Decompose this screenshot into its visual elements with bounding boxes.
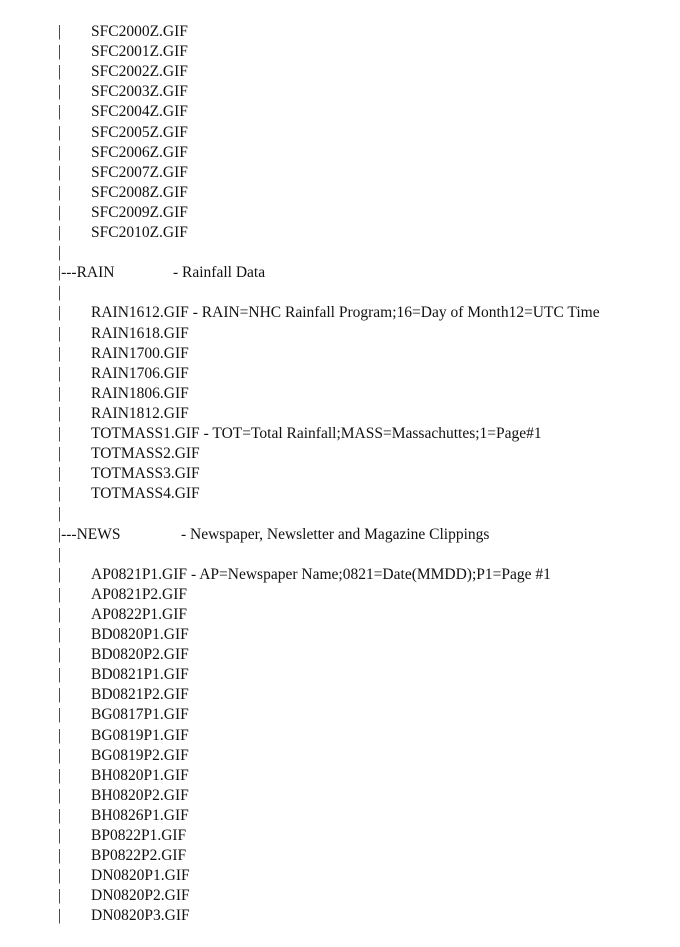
tree-bar: | [58, 827, 62, 844]
tree-bar: | [58, 545, 62, 563]
tree-bar: | [58, 726, 62, 744]
tree-bar: | [58, 505, 62, 523]
tree-bar: | [58, 284, 62, 302]
news-file-entry [58, 746, 189, 766]
tree-bar: | [58, 585, 62, 603]
file-name: BG0819P1.GIF [91, 726, 189, 744]
tree-bar: | [58, 605, 62, 623]
branch-label: |---NEWS [58, 525, 121, 543]
file-note: - AP=Newspaper Name;0821=Date(MMDD);P1=Page #1 [191, 565, 551, 583]
tree-bar: | [58, 887, 62, 905]
tree-bar: | [58, 63, 62, 81]
tree-bar: | [58, 203, 62, 221]
file-name: SFC2006Z.GIF [91, 143, 188, 161]
sfc-file-entry [58, 22, 188, 42]
tree-bar: | [58, 183, 62, 201]
news-file-entry [58, 826, 186, 846]
file-name: DN0820P3.GIF [91, 907, 190, 925]
rain-file-entry [58, 424, 542, 444]
file-name: SFC2000Z.GIF [91, 23, 188, 40]
sfc-file-entry [58, 102, 188, 122]
news-file-entry [58, 645, 189, 665]
file-name: RAIN1812.GIF [91, 404, 189, 422]
file-name: BH0820P2.GIF [91, 786, 189, 804]
news-file-entry [58, 726, 189, 746]
news-file-entry [58, 906, 190, 926]
file-name: BH0820P1.GIF [91, 766, 189, 784]
tree-bar: | [58, 103, 62, 121]
rain-file-entry [58, 324, 189, 344]
tree-bar: | [58, 364, 62, 382]
tree-bar: | [58, 907, 62, 925]
rain-file-entry [58, 444, 200, 464]
tree-bar: | [58, 404, 62, 422]
file-name: SFC2001Z.GIF [91, 43, 188, 61]
branch-description: - Rainfall Data [173, 264, 266, 282]
file-name: SFC2004Z.GIF [91, 103, 188, 121]
file-name: BH0826P1.GIF [91, 806, 189, 824]
news-file-entry [58, 565, 551, 585]
sfc-file-entry [58, 42, 188, 62]
news-file-entry [58, 665, 189, 685]
file-name: BP0822P2.GIF [91, 847, 187, 865]
tree-bar: | [58, 786, 62, 804]
rain-file-entry [58, 484, 200, 504]
news-file-entry [58, 866, 190, 886]
file-name: DN0820P1.GIF [91, 867, 190, 885]
news-file-entry [58, 886, 190, 906]
news-file-entry [58, 846, 186, 866]
file-name: RAIN1806.GIF [91, 384, 189, 402]
file-name: BD0821P1.GIF [91, 666, 189, 684]
rain-branch-header [58, 263, 266, 283]
file-name: BD0820P2.GIF [91, 646, 189, 664]
tree-bar: | [58, 686, 62, 704]
file-name: TOTMASS2.GIF [91, 445, 200, 463]
rain-file-entry [58, 464, 200, 484]
news-file-entry [58, 685, 189, 705]
file-name: TOTMASS1.GIF [91, 425, 200, 442]
tree-bar: | [58, 806, 62, 824]
news-branch-header [58, 525, 490, 545]
tree-bar: | [58, 425, 62, 442]
tree-bar: | [58, 143, 62, 161]
file-name: SFC2005Z.GIF [91, 123, 188, 141]
rain-file-entry [58, 384, 189, 404]
file-name: RAIN1706.GIF [91, 364, 189, 382]
tree-bar: | [58, 304, 62, 322]
tree-connector [58, 243, 91, 263]
sfc-file-entry [58, 82, 188, 102]
tree-bar: | [58, 123, 62, 141]
file-name: BG0817P1.GIF [91, 706, 189, 724]
file-name: SFC2007Z.GIF [91, 163, 188, 181]
sfc-file-entry [58, 203, 188, 223]
tree-bar: | [58, 23, 62, 40]
tree-bar: | [58, 384, 62, 402]
tree-bar: | [58, 244, 62, 262]
rain-file-entry [58, 344, 189, 364]
tree-bar: | [58, 224, 62, 241]
tree-bar: | [58, 766, 62, 784]
file-name: TOTMASS4.GIF [91, 485, 200, 503]
file-name: TOTMASS3.GIF [91, 465, 200, 483]
file-name: BD0821P2.GIF [91, 686, 189, 704]
sfc-file-entry [58, 143, 188, 163]
tree-bar: | [58, 565, 62, 583]
tree-bar: | [58, 485, 62, 503]
news-file-entry [58, 766, 189, 786]
tree-bar: | [58, 465, 62, 483]
news-file-entry [58, 605, 187, 625]
rain-file-entry [58, 364, 189, 384]
branch-description: - Newspaper, Newsletter and Magazine Clippings [181, 525, 490, 543]
sfc-file-entry [58, 123, 188, 143]
file-name: RAIN1618.GIF [91, 324, 189, 342]
file-name: SFC2009Z.GIF [91, 203, 188, 221]
news-file-entry [58, 786, 189, 806]
file-name: AP0822P1.GIF [91, 605, 188, 623]
tree-connector [58, 545, 91, 565]
tree-connector [58, 504, 91, 524]
tree-bar: | [58, 445, 62, 463]
file-name: SFC2002Z.GIF [91, 63, 188, 81]
sfc-file-entry [58, 183, 188, 203]
file-name: AP0821P1.GIF [91, 565, 188, 583]
tree-bar: | [58, 163, 62, 181]
rain-file-entry [58, 404, 189, 424]
tree-bar: | [58, 324, 62, 342]
file-name: SFC2010Z.GIF [91, 224, 188, 241]
news-file-entry [58, 625, 189, 645]
file-name: BD0820P1.GIF [91, 626, 189, 643]
rain-file-entry [58, 303, 600, 323]
file-note: - TOT=Total Rainfall;MASS=Massachuttes;1=Page#1 [203, 425, 542, 442]
sfc-file-entry [58, 62, 188, 82]
tree-bar: | [58, 847, 62, 865]
tree-bar: | [58, 666, 62, 684]
file-name: RAIN1700.GIF [91, 344, 189, 362]
sfc-file-entry [58, 223, 188, 243]
news-file-entry [58, 705, 189, 725]
tree-bar: | [58, 626, 62, 643]
news-file-entry [58, 806, 189, 826]
file-name: BP0822P1.GIF [91, 827, 187, 844]
tree-bar: | [58, 646, 62, 664]
sfc-file-entry [58, 163, 188, 183]
file-name: BG0819P2.GIF [91, 746, 189, 764]
tree-bar: | [58, 344, 62, 362]
tree-bar: | [58, 746, 62, 764]
news-file-entry [58, 585, 187, 605]
tree-bar: | [58, 83, 62, 101]
tree-bar: | [58, 867, 62, 885]
tree-bar: | [58, 43, 62, 61]
tree-bar: | [58, 706, 62, 724]
file-name: SFC2003Z.GIF [91, 83, 188, 101]
file-note: - RAIN=NHC Rainfall Program;16=Day of Month12=UTC Time [192, 304, 600, 322]
file-name: DN0820P2.GIF [91, 887, 190, 905]
file-name: AP0821P2.GIF [91, 585, 188, 603]
file-name: SFC2008Z.GIF [91, 183, 188, 201]
file-name: RAIN1612.GIF [91, 304, 189, 322]
branch-label: |---RAIN [58, 264, 115, 282]
tree-connector [58, 283, 91, 303]
